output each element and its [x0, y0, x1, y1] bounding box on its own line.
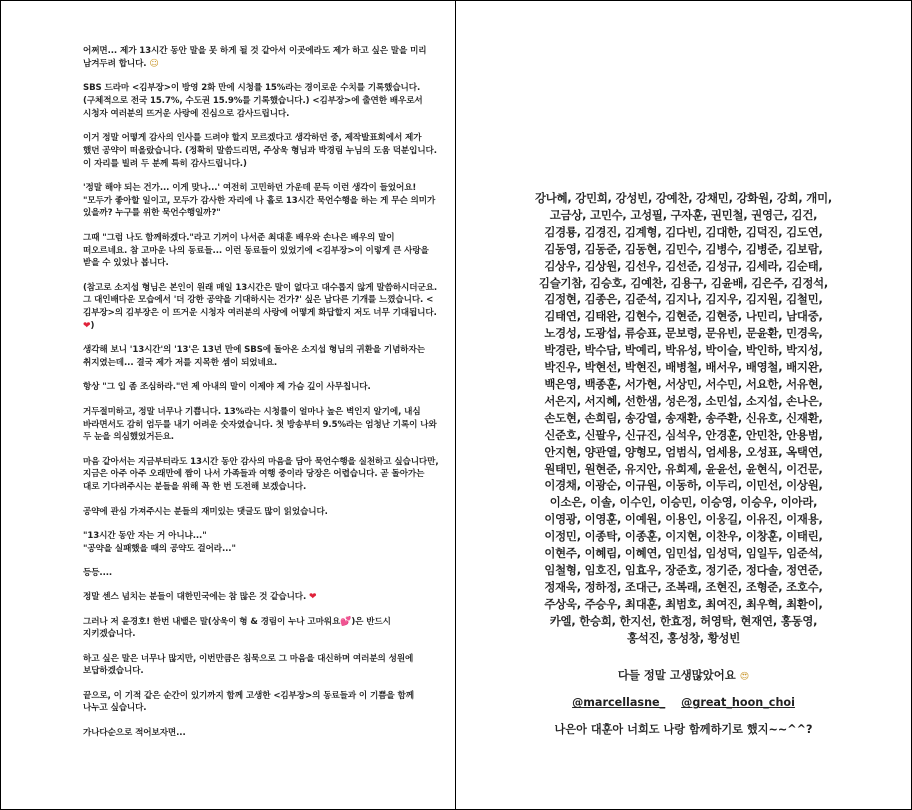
- right-story-panel: [456, 1, 911, 809]
- paragraph-joy: 거두절미하고, 정말 너무나 기쁩니다. 13%라는 시청률이 얼마나 높은 벽인지 알기에, 내심 바라면서도 감히 엄두를 내기 어려운 숫자였습니다. 첫 방송부터 9.5%라는 엄청난 기록이 나와 두 눈을 의심했었거든요.: [83, 406, 440, 443]
- paragraph-note: (참고로 소지섭 형님은 본인이 원래 매일 13시간은 말이 없다고 대수롭지 않게 말씀하시더군요. 그 대인배다운 모습에서 '더 강한 공약을 기대하시는 건가?' 싶은 남다른 기개를 느꼈습니다. <김부장>의 김부장은 이 뜨거운 시청자 여러분의 사랑에 어떻게 화답할지 저도 너무 기대됩니다. ❤): [83, 282, 440, 332]
- paragraph-quotes: "13시간 동안 자는 거 아니냐..." "공약을 실패했을 때의 공약도 걸어라...": [83, 530, 236, 554]
- paragraph-13-hours: 생각해 보니 '13시간'의 '13'은 13년 만에 SBS에 돌아온 소지섭 형님의 귀환을 기념하자는 취지였는데... 결국 제가 저를 지목한 셈이 되었네요.: [83, 345, 428, 369]
- paragraph-alphabetical: 가나다순으로 적어보자면...: [83, 727, 186, 738]
- mention-marcellasne[interactable]: @marcellasne_: [572, 696, 666, 710]
- heart-emoji-icon: ❤: [83, 321, 91, 332]
- paragraph-plan: 마음 같아서는 지금부터라도 13시간 동안 감사의 마음을 담아 묵언수행을 실천하고 싶습니다만, 지금은 아주 아주 오래만에 짬이 나서 가족들과 여행 중이라 당장은 어렵습니다. 곧 돌아가는 대로 기다려주시는 분들을 위해 꼭 한 번 도전해 보겠습니다.: [83, 456, 442, 493]
- paragraph-sense: 정말 센스 넘치는 분들이 대한민국에는 참 많은 것 같습니다. ❤: [83, 592, 317, 603]
- heart-eyes-emoji-icon: 😍: [739, 672, 750, 683]
- paragraph-intro: 어쩌면... 제가 13시간 동안 말을 못 하게 될 것 같아서 이곳에라도 제가 하고 싶은 말을 미리 남겨두려 합니다. ☺: [83, 46, 430, 69]
- paragraph-comments: 공약에 관심 가져주시는 분들의 재미있는 댓글도 많이 읽었습니다.: [83, 506, 328, 517]
- paragraph-ratings: SBS 드라마 <김부장>이 방영 2화 만에 시청률 15%라는 경이로운 수치를 기록했습니다. (구체적으로 전국 15.7%, 수도권 15.9%를 기록했습니다.) <김부장>에 출연한 배우로서 시청자 여러분의 뜨거운 사랑에 진심으로 감사드립니다.: [83, 83, 426, 119]
- paragraph-colleagues: 그때 "그럼 나도 함께하겠다."라고 기꺼이 나서준 최대훈 배우와 손나은 배우의 말이 떠오르네요. 참 고마운 나의 동료들... 이런 동료들이 있었기에 <김부장>이 이렇게 큰 사랑을 받을 수 있었나 봅니다.: [83, 232, 432, 269]
- paragraph-pledge: 이거 정말 어떻게 감사의 인사를 드려야 할지 모르겠다고 생각하던 중, 제작발표회에서 제가 했던 공약이 떠올랐습니다. (정확히 말씀드리면, 주상욱 형님과 박경림 누님의 도움 덕분입니다. 이 자리를 빌려 두 분께 특히 감사드립니다.): [83, 132, 440, 169]
- paragraph-etc: 등등....: [83, 567, 113, 578]
- heart-emoji-icon: ❤: [309, 592, 317, 603]
- closing-line: 다들 정말 고생많았어요 😍: [617, 668, 750, 683]
- credits-block: [456, 190, 911, 737]
- paragraph-thought: '정말 해야 되는 건가... 이게 맞나...' 여전히 고민하던 가운데 문득 이런 생각이 들었어요! "모두가 좋아할 일이고, 모두가 감사한 자리에 나 홀로 13시간 묵언수행을 하는 게 무슨 의미가 있을까? 누구를 위한 묵언수행일까?": [83, 182, 439, 219]
- letter-text: [83, 45, 442, 740]
- paragraph-wife: 항상 "그 입 좀 조심하라."던 제 아내의 말이 이제야 제 가슴 깊이 사무칩니다.: [83, 382, 371, 393]
- paragraph-silence: 하고 싶은 말은 너무나 많지만, 이번만큼은 침묵으로 그 마음을 대신하며 여러분의 성원에 보답하겠습니다.: [83, 653, 417, 677]
- final-message: 나은아 대훈아 너희도 나랑 함께하기로 했지~~^^?: [554, 723, 813, 737]
- mention-row: [456, 696, 911, 709]
- two-hearts-emoji-icon: 💕: [340, 616, 352, 627]
- paragraph-promise: 그러나 저 윤경호! 한번 내뱉은 말(상욱이 형 & 경림이 누나 고마워요💕)은 반드시 지키겠습니다.: [83, 616, 394, 640]
- smile-emoji-icon: ☺: [149, 58, 159, 69]
- colleague-names-list: 강나혜, 강민희, 강성빈, 강예찬, 강채민, 강화원, 강희, 개미, 고금상, 고민수, 고성필, 구자훈, 권민철, 권영근, 김건, 김경룡, 김경진, 김계형, 김다빈, 김대한, 김덕진, 김도연, 김동영, 김동준, 김동현, 김민수, 김병수, 김병준, 김보람, 김상우, 김상원, 김선우, 김선준, 김성규, 김세라, 김순태, 김슬기참, 김승호, 김예찬, 김용구, 김윤배, 김은주, 김정석, 김정현, 김종은, 김준석, 김지나, 김지우, 김지원, 김철민, 김태연, 김태완, 김현수, 김현준, 김현중, 나민리, 남대중, 노경성, 도광섭, 류승표, 문보령, 문유빈, 문윤환, 민경욱, 박경란, 박수담, 박예리, 박유성, 박이슬, 박인하, 박지성, 박진우, 박현선, 박현진, 배병철, 배서우, 배영철, 배지완, 백은영, 백종훈, 서가현, 서상민, 서수민, 서요한, 서유현, 서은지, 서지혜, 선한샘, 성은정, 소민섭, 소지섭, 손나은, 손도현, 손희림, 송강열, 송재환, 송주환, 신유호, 신재환, 신준호, 신팔우, 신규진, 심석우, 안경훈, 안민찬, 안용범, 안지현, 양관열, 양형모, 엄범식, 엄세용, 오성표, 옥택연, 원태민, 원현준, 유지안, 유희제, 윤윤선, 윤현식, 이건문, 이경채, 이광순, 이규원, 이동하, 이두리, 이민선, 이상원, 이소은, 이솔, 이수인, 이승민, 이승영, 이승우, 이아라, 이영광, 이영훈, 이예원, 이용인, 이웅길, 이유진, 이재용, 이정민, 이종탁, 이종훈, 이지현, 이찬우, 이창훈, 이태린, 이현주, 이혜림, 이혜연, 임민섭, 임성덕, 임일두, 임준석, 임철형, 임호진, 임효우, 장준호, 정기준, 정다솔, 정연준, 정재욱, 정하정, 조대근, 조복래, 조현진, 조형준, 조호수, 주상욱, 주승우, 최대훈, 최범호, 최여진, 최우혁, 최환이, 카엘, 한승희, 한지선, 한효정, 허영탁, 현재연, 홍동영, 홍석진, 홍성창, 황성빈: [534, 191, 833, 645]
- paragraph-finally: 끝으로, 이 기적 같은 순간이 있기까지 함께 고생한 <김부장>의 동료들과 이 기쁨을 함께 나누고 싶습니다.: [83, 690, 417, 714]
- left-story-panel: [1, 1, 456, 809]
- mention-great-hoon-choi[interactable]: @great_hoon_choi: [681, 696, 795, 710]
